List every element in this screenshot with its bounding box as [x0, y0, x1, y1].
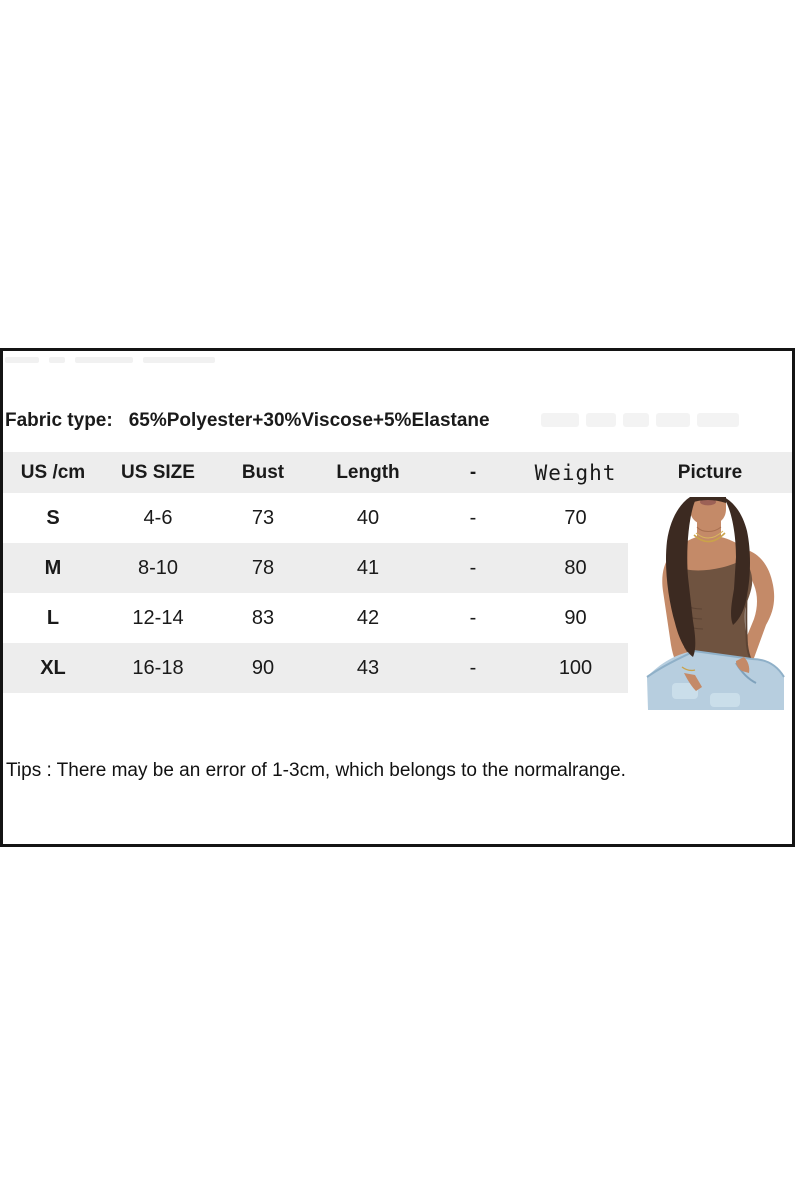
- col-header-us-cm: US /cm: [3, 452, 103, 493]
- tips-note: Tips : There may be an error of 1-3cm, which belongs to the normalrange.: [6, 760, 626, 781]
- table-row-m-bust: 78: [213, 543, 313, 593]
- table-row-xl-size: XL: [3, 643, 103, 693]
- size-chart-panel: [0, 348, 795, 847]
- table-row-s-dash: -: [469, 506, 477, 529]
- table-row-xl-length: 43: [313, 643, 423, 693]
- table-row-m-dash: -: [423, 543, 523, 593]
- table-row-s-us-size: 4-6: [143, 506, 173, 529]
- table-row-xl-us-size: 16-18: [103, 643, 213, 693]
- table-row-m-size: M: [3, 543, 103, 593]
- table-row-m-us-size: 8-10: [103, 543, 213, 593]
- table-row-l-dash: -: [469, 606, 477, 629]
- col-header-bust: Bust: [213, 452, 313, 493]
- col-header-weight: Weight: [523, 452, 628, 493]
- fabric-type-label: Fabric type:: [5, 410, 113, 431]
- table-row-m-length: 41: [313, 543, 423, 593]
- table-row-s-size: S: [46, 506, 60, 529]
- model-illustration: [632, 497, 792, 710]
- table-row-s-bust: 73: [251, 506, 275, 529]
- col-header-us-size: US SIZE: [103, 452, 213, 493]
- fabric-type-value: 65%Polyester+30%Viscose+5%Elastane: [128, 410, 490, 431]
- table-row-l-size: L: [46, 606, 60, 629]
- fabric-type-line: [5, 410, 490, 432]
- col-header-dash: -: [423, 452, 523, 493]
- table-row-l-length: 42: [356, 606, 380, 629]
- table-row-l-us-size: 12-14: [132, 606, 184, 629]
- col-header-picture: Picture: [628, 452, 792, 493]
- table-row-xl-weight: 100: [523, 643, 628, 693]
- model-photo: [632, 497, 792, 710]
- col-header-length: Length: [313, 452, 423, 493]
- table-row-l-weight: 90: [564, 606, 587, 629]
- table-row-m-weight: 80: [523, 543, 628, 593]
- faint-watermark: [541, 413, 739, 427]
- table-row-xl-dash: -: [423, 643, 523, 693]
- table-row-s-length: 40: [356, 506, 380, 529]
- table-row-s-weight: 70: [564, 506, 587, 529]
- faint-artifact-marks: [5, 357, 215, 363]
- table-row-xl-bust: 90: [213, 643, 313, 693]
- table-row-l-bust: 83: [251, 606, 275, 629]
